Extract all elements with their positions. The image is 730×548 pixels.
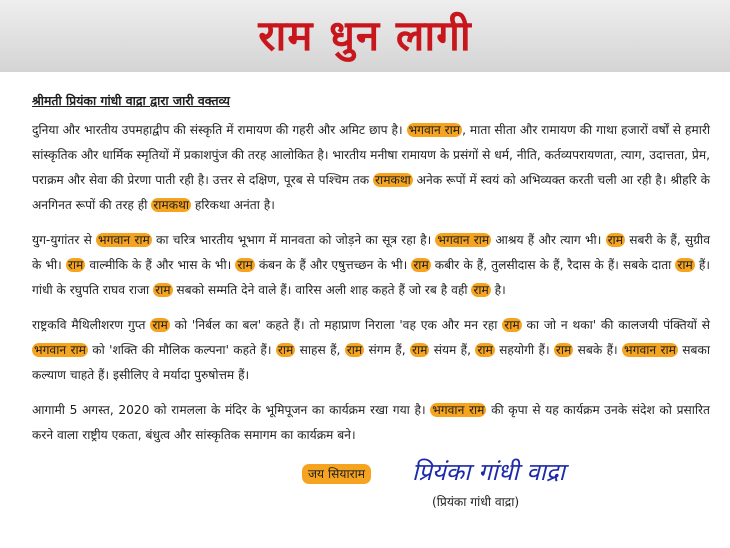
paragraph-text: कबीर के हैं, तुलसीदास के हैं, रैदास के हैं। सबके दाता (430, 258, 676, 272)
paragraph-text: को 'शक्ति की मौलिक कल्पना' कहते हैं। (87, 343, 276, 357)
paragraph-text: की कृपा से यह कार्यक्रम उनके संदेश को प्रसारित करने वाला राष्ट्रीय एकता, बंधुत्व और सांस्कृतिक समागम का कार्यक्रम बने। (32, 403, 710, 442)
handwritten-signature: प्रियंका गांधी वाद्रा (412, 458, 565, 486)
statement-paragraph (32, 398, 710, 448)
paragraph-text: अनेक रूपों में स्वयं को अभिव्यक्त करती चली आ रही है। श्रीहरि के अनगिनत रूपों की तरह ही (32, 173, 710, 212)
paragraph-text: सबके हैं। (573, 343, 623, 357)
highlighted-term: भगवान राम (408, 123, 461, 137)
paragraph-text: युग-युगांतर से (32, 233, 97, 247)
paragraph-text: राष्ट्रकवि मैथिलीशरण गुप्त (32, 318, 151, 332)
paragraph-text: कंबन के हैं और एषुत्तच्छन के भी। (254, 258, 412, 272)
paragraph-text: सबरी के हैं, सुग्रीव के भी। (32, 233, 710, 272)
highlighted-term: भगवान राम (437, 233, 490, 247)
title-banner (0, 0, 730, 72)
paragraph-text: का चरित्र भारतीय भूभाग में मानवता को जोड़ने का सूत्र रहा है। (151, 233, 436, 247)
highlighted-term: राम (677, 258, 693, 272)
highlighted-term: राम (473, 283, 489, 297)
highlighted-term: राम (413, 258, 429, 272)
highlighted-term: राम (346, 343, 363, 357)
paragraph-text: संयम हैं, (429, 343, 476, 357)
paragraph-text: सबको सम्मति देने वाले हैं। वारिस अली शाह कहते हैं जो रब है वही (172, 283, 472, 297)
highlighted-term: राम (555, 343, 572, 357)
paragraph-text: हरिकथा अनंता है। (191, 198, 275, 212)
statement-document (0, 72, 730, 518)
statement-footer (32, 458, 710, 518)
highlighted-term: भगवान राम (34, 343, 86, 357)
statement-paragraph (32, 313, 710, 388)
paragraph-text: सबका कल्याण चाहते हैं। इसीलिए वे मर्यादा पुरुषोत्तम हैं। (32, 343, 710, 382)
paragraph-text: साहस हैं, (295, 343, 345, 357)
statement-body (32, 118, 710, 448)
paragraph-text: आश्रय हैं और त्याग भी। (491, 233, 606, 247)
paragraph-text: हैं। गांधी के रघुपति राघव राजा (32, 258, 710, 297)
paragraph-text: वाल्मीकि के हैं और भास के भी। (85, 258, 236, 272)
highlighted-term: राम (67, 258, 84, 272)
statement-heading: श्रीमती प्रियंका गांधी वाद्रा द्वारा जारी वक्तव्य (32, 93, 230, 108)
signer-name: (प्रियंका गांधी वाद्रा) (432, 495, 520, 509)
paragraph-text: , माता सीता और रामायण की गाथा हजारों वर्षों से हमारी सांस्कृतिक और धार्मिक स्मृतियों में प्रकाशपुंज की तरह आलोकित है। भारतीय मनीषा रामायण के प्रसंगों से धर्म, नीति, कर्तव्यपरायणता, त्याग, उदात्तता, प्रेम, पराक्रम और सेवा की प्रेरणा पाती रही है। उत्तर से दक्षिण, पूरब से पश्चिम तक (32, 123, 710, 187)
closing-greeting: जय सियाराम (302, 464, 371, 484)
highlighted-term: भगवान राम (98, 233, 150, 247)
statement-paragraph (32, 118, 710, 218)
paragraph-text: का जो न थका' की कालजयी पंक्तियों से (521, 318, 710, 332)
highlighted-term: रामकथा (375, 173, 411, 187)
highlighted-term: राम (277, 343, 294, 357)
paragraph-text: संगम हैं, (364, 343, 410, 357)
paragraph-text: आगामी 5 अगस्त, 2020 को रामलला के मंदिर के भूमिपूजन का कार्यक्रम रखा गया है। (32, 403, 431, 417)
paragraph-text: है। (490, 283, 506, 297)
highlighted-term: भगवान राम (432, 403, 485, 417)
highlighted-term: राम (477, 343, 493, 357)
highlighted-term: राम (155, 283, 171, 297)
paragraph-text: को 'निर्बल का बल' कहते हैं। तो महाप्राण निराला 'वह एक और मन रहा (169, 318, 503, 332)
paragraph-text: सहयोगी हैं। (494, 343, 554, 357)
highlighted-term: राम (607, 233, 623, 247)
highlighted-term: राम (237, 258, 253, 272)
paragraph-text: दुनिया और भारतीय उपमहाद्वीप की संस्कृति में रामायण की गहरी और अमिट छाप है। (32, 123, 407, 137)
highlighted-term: रामकथा (153, 198, 190, 212)
highlighted-term: राम (152, 318, 168, 332)
page-title: राम धुन लागी (258, 11, 472, 60)
highlighted-term: राम (504, 318, 520, 332)
statement-paragraph (32, 228, 710, 303)
highlighted-term: राम (411, 343, 428, 357)
highlighted-term: भगवान राम (624, 343, 676, 357)
